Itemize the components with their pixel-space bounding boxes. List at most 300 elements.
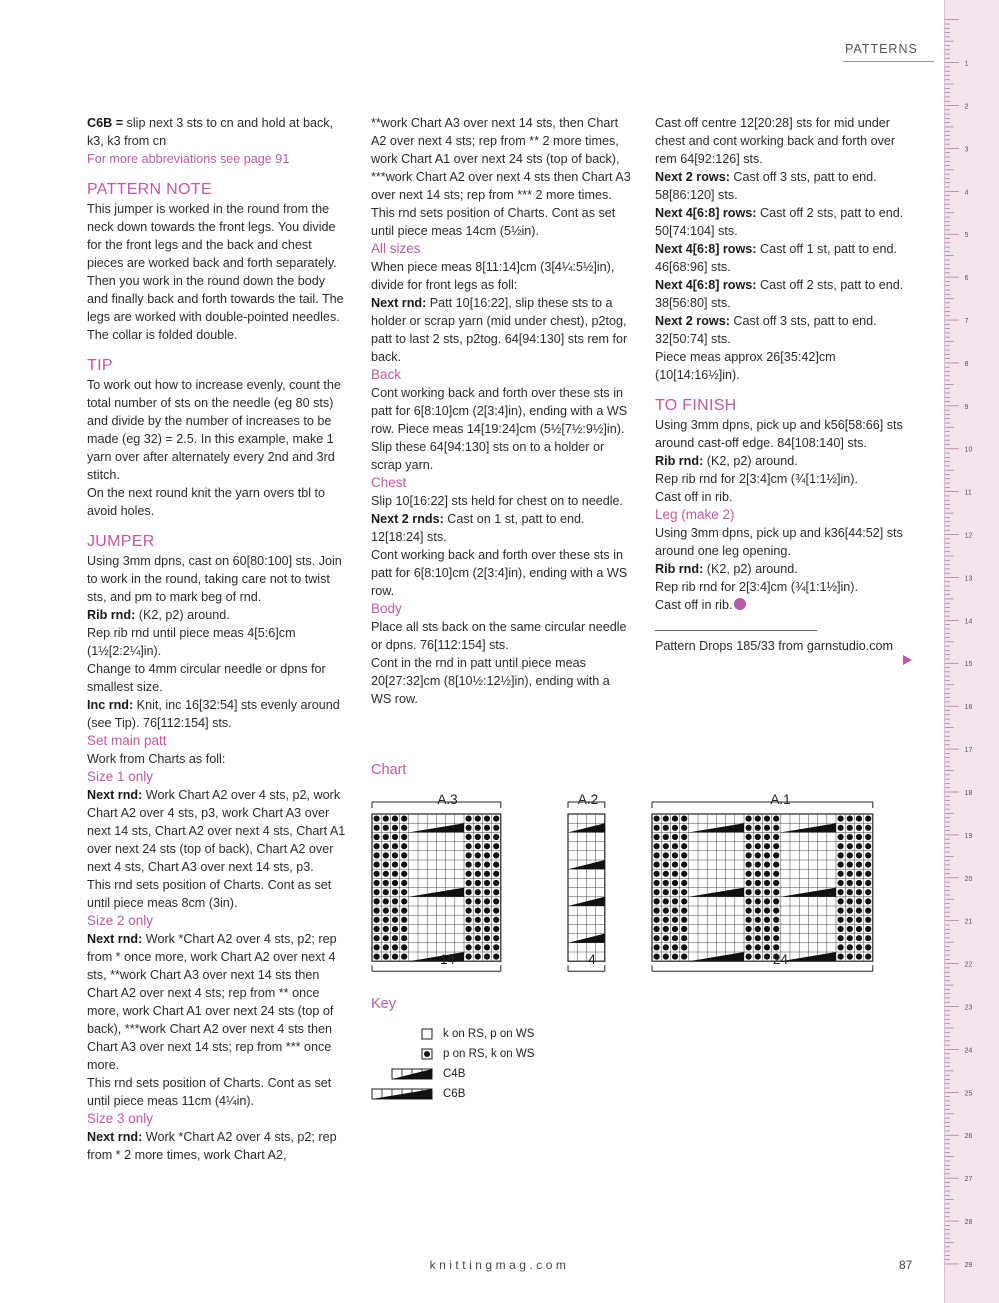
body-cont: Cont in the rnd in patt until piece meas 20[27:32]cm (8[10½:12½]in), ending with a WS row. bbox=[371, 656, 610, 706]
back-text: Cont working back and forth over these sts in patt for 6[8:10]cm (2[3:4]in), ending with a WS row. Piece meas 14[19:24]cm (5½[7½:9½]in). Slip these 64[94:130] sts on to a holder or scrap yarn. bbox=[371, 386, 628, 472]
page-header-label: PATTERNS bbox=[845, 42, 918, 56]
chart-a1-purl-dot bbox=[764, 871, 770, 877]
chart-a1-purl-dot bbox=[672, 917, 678, 923]
more-abbrev-link[interactable]: For more abbreviations see page 91 bbox=[87, 152, 290, 166]
key-item-knit: k on RS, p on WS bbox=[443, 1028, 535, 1040]
chart-a3-purl-dot bbox=[484, 862, 490, 868]
chart-a1-purl-dot bbox=[672, 926, 678, 932]
chart-a3-purl-dot bbox=[484, 834, 490, 840]
chart-a1-purl-dot bbox=[847, 917, 853, 923]
chart-a3-purl-dot bbox=[383, 889, 389, 895]
chart-a3-purl-dot bbox=[484, 926, 490, 932]
chart-a3-purl-dot bbox=[401, 852, 407, 858]
chart-a1-purl-dot bbox=[663, 843, 669, 849]
chart-a3-purl-dot bbox=[392, 954, 398, 960]
chart-a3-purl-dot bbox=[493, 935, 499, 941]
chart-a3-purl-dot bbox=[401, 871, 407, 877]
ruler-label: 7 bbox=[964, 317, 969, 325]
key-c4b-symbol bbox=[392, 1069, 432, 1079]
chart-a1-purl-dot bbox=[746, 889, 752, 895]
chart-a1-purl-dot bbox=[755, 834, 761, 840]
chart-a3-purl-dot bbox=[466, 926, 472, 932]
ruler-label: 20 bbox=[964, 875, 973, 883]
chart-a1-purl-dot bbox=[865, 935, 871, 941]
chart-a1-purl-dot bbox=[856, 908, 862, 914]
leg-heading: Leg (make 2) bbox=[655, 507, 735, 522]
chart-a3-purl-dot bbox=[383, 935, 389, 941]
chart-a3-purl-dot bbox=[374, 917, 380, 923]
size-3-text: Next rnd: Work *Chart A2 over 4 sts, p2; rep from * 2 more times, work Chart A2, bbox=[87, 1130, 337, 1162]
chart-a3-purl-dot bbox=[374, 926, 380, 932]
chart-a3-purl-dot bbox=[466, 917, 472, 923]
chart-a1-purl-dot bbox=[654, 908, 660, 914]
chart-a1-purl-dot bbox=[755, 917, 761, 923]
chart-a3-purl-dot bbox=[392, 834, 398, 840]
shaping-row-3: Next 4[6:8] rows: Cast off 1 st, patt to end. 46[68:96] sts. bbox=[655, 242, 897, 274]
column-2 bbox=[371, 114, 633, 708]
chart-a1-purl-dot bbox=[838, 871, 844, 877]
chart-a1-purl-dot bbox=[773, 834, 779, 840]
chart-a1-purl-dot bbox=[654, 889, 660, 895]
chart-a3-purl-dot bbox=[392, 816, 398, 822]
chart-a2-width: 4 bbox=[588, 952, 596, 967]
shaping-row-2: Next 4[6:8] rows: Cast off 2 sts, patt to end. 50[74:104] sts. bbox=[655, 206, 904, 238]
chart-a1-purl-dot bbox=[847, 889, 853, 895]
size-3-heading: Size 3 only bbox=[87, 1111, 154, 1126]
chart-a3-purl-dot bbox=[466, 871, 472, 877]
size-1-sets: This rnd sets position of Charts. Cont as set until piece meas 8cm (3in). bbox=[87, 878, 332, 910]
ruler-label: 2 bbox=[964, 103, 969, 111]
chart-a3-purl-dot bbox=[383, 898, 389, 904]
chart-a1-purl-dot bbox=[847, 834, 853, 840]
chart-a1-purl-dot bbox=[663, 908, 669, 914]
chart-a1-purl-dot bbox=[672, 816, 678, 822]
chart-a1-purl-dot bbox=[865, 954, 871, 960]
size-2-heading: Size 2 only bbox=[87, 913, 154, 928]
chart-a1-purl-dot bbox=[847, 926, 853, 932]
chart-a1-purl-dot bbox=[681, 944, 687, 950]
chart-a1-purl-dot bbox=[672, 862, 678, 868]
piece-meas: Piece meas approx 26[35:42]cm (10[14:16½]in). bbox=[655, 350, 836, 382]
chart-a3-purl-dot bbox=[392, 917, 398, 923]
ruler-label: 24 bbox=[964, 1047, 973, 1055]
chart-a1-purl-dot bbox=[755, 816, 761, 822]
chart-a1-purl-dot bbox=[838, 852, 844, 858]
chart-a1-purl-dot bbox=[856, 843, 862, 849]
chart-a1-purl-dot bbox=[838, 908, 844, 914]
chart-a3-purl-dot bbox=[392, 898, 398, 904]
tip-heading: TIP bbox=[87, 357, 113, 374]
chart-a3-purl-dot bbox=[374, 944, 380, 950]
chart-a1-purl-dot bbox=[681, 889, 687, 895]
ruler-label: 5 bbox=[964, 232, 969, 240]
ruler-label: 16 bbox=[964, 704, 973, 712]
chart-a3-purl-dot bbox=[493, 871, 499, 877]
chart-a1-purl-dot bbox=[681, 825, 687, 831]
chart-a3-purl-dot bbox=[401, 954, 407, 960]
chart-a3-purl-dot bbox=[466, 944, 472, 950]
chart-a1-purl-dot bbox=[838, 862, 844, 868]
chart-a1-purl-dot bbox=[856, 898, 862, 904]
ruler-label: 28 bbox=[964, 1218, 973, 1226]
chart-a1-purl-dot bbox=[746, 871, 752, 877]
chart-a3-purl-dot bbox=[475, 935, 481, 941]
chart-a1-purl-dot bbox=[773, 843, 779, 849]
chart-a1-purl-dot bbox=[672, 954, 678, 960]
chart-a1-purl-dot bbox=[755, 908, 761, 914]
chart-a1-purl-dot bbox=[838, 843, 844, 849]
chart-a1-purl-dot bbox=[847, 816, 853, 822]
chart-a1-purl-dot bbox=[672, 908, 678, 914]
chart-a1-purl-dot bbox=[654, 825, 660, 831]
ruler-label: 27 bbox=[964, 1176, 973, 1184]
pattern-credit: Pattern Drops 185/33 from garnstudio.com bbox=[655, 639, 894, 653]
work-from-charts: Work from Charts as foll: bbox=[87, 752, 226, 766]
ruler-label: 11 bbox=[964, 489, 972, 497]
chart-a1-purl-dot bbox=[865, 880, 871, 886]
ruler-label: 26 bbox=[964, 1133, 973, 1141]
chart-a1-purl-dot bbox=[755, 825, 761, 831]
finish-rib: Rib rnd: (K2, p2) around. bbox=[655, 454, 798, 468]
ruler-label: 21 bbox=[964, 918, 973, 926]
ruler-label: 23 bbox=[964, 1004, 973, 1012]
chart-a3 bbox=[372, 802, 501, 971]
chart-a1-purl-dot bbox=[773, 871, 779, 877]
chart-a3-purl-dot bbox=[484, 935, 490, 941]
chart-a1-purl-dot bbox=[764, 944, 770, 950]
chart-a3-purl-dot bbox=[401, 880, 407, 886]
chart-a1-purl-dot bbox=[856, 825, 862, 831]
chart-a1-purl-dot bbox=[764, 880, 770, 886]
chart-a1-purl-dot bbox=[764, 926, 770, 932]
chart-a1-purl-dot bbox=[856, 816, 862, 822]
chart-a1-purl-dot bbox=[681, 917, 687, 923]
chart-a1-purl-dot bbox=[865, 825, 871, 831]
chart-a1-purl-dot bbox=[663, 954, 669, 960]
ruler-label: 18 bbox=[964, 789, 973, 797]
chart-a3-purl-dot bbox=[475, 816, 481, 822]
chart-a1-purl-dot bbox=[663, 862, 669, 868]
chart-a1-purl-dot bbox=[746, 954, 752, 960]
chart-a3-purl-dot bbox=[401, 862, 407, 868]
ruler-label: 12 bbox=[964, 532, 973, 540]
chart-a3-purl-dot bbox=[374, 834, 380, 840]
chart-a3-purl-dot bbox=[475, 917, 481, 923]
chart-a1-purl-dot bbox=[663, 926, 669, 932]
chart-a1-purl-dot bbox=[764, 908, 770, 914]
chart-a3-purl-dot bbox=[383, 954, 389, 960]
chart-a1-purl-dot bbox=[764, 825, 770, 831]
chart-a1 bbox=[652, 802, 873, 971]
chart-a3-purl-dot bbox=[401, 908, 407, 914]
chest-text: Slip 10[16:22] sts held for chest on to needle. bbox=[371, 494, 624, 508]
chart-a3-purl-dot bbox=[401, 816, 407, 822]
chart-a3-purl-dot bbox=[466, 889, 472, 895]
column-1 bbox=[87, 114, 349, 1164]
chart-a1-purl-dot bbox=[856, 917, 862, 923]
chart-a3-purl-dot bbox=[493, 843, 499, 849]
chart-a3-purl-dot bbox=[475, 843, 481, 849]
chart-a3-purl-dot bbox=[383, 816, 389, 822]
chart-a1-purl-dot bbox=[654, 816, 660, 822]
chest-heading: Chest bbox=[371, 475, 407, 490]
chart-a3-purl-dot bbox=[484, 880, 490, 886]
ruler-label: 4 bbox=[964, 189, 969, 197]
chart-a3-purl-dot bbox=[401, 843, 407, 849]
chart-a3-purl-dot bbox=[383, 880, 389, 886]
ruler-label: 29 bbox=[964, 1261, 973, 1269]
chart-a3-purl-dot bbox=[466, 880, 472, 886]
chart-a1-purl-dot bbox=[681, 834, 687, 840]
chart-a1-purl-dot bbox=[838, 825, 844, 831]
chart-a3-purl-dot bbox=[401, 917, 407, 923]
chart-a3-purl-dot bbox=[374, 954, 380, 960]
chart-a1-purl-dot bbox=[746, 834, 752, 840]
chart-a3-purl-dot bbox=[493, 944, 499, 950]
set-main-patt-heading: Set main patt bbox=[87, 733, 167, 748]
chart-a1-purl-dot bbox=[654, 898, 660, 904]
chart-a3-purl-dot bbox=[392, 935, 398, 941]
chart-a2-label: A.2 bbox=[577, 792, 599, 807]
chart-a3-purl-dot bbox=[374, 908, 380, 914]
chart-a3-purl-dot bbox=[383, 862, 389, 868]
key-knit-symbol bbox=[422, 1029, 432, 1039]
tip-text-2: On the next round knit the yarn overs tbl to avoid holes. bbox=[87, 486, 326, 518]
chart-a1-purl-dot bbox=[654, 871, 660, 877]
chart-a1-purl-dot bbox=[672, 834, 678, 840]
chart-a1-purl-dot bbox=[681, 954, 687, 960]
chart-a1-purl-dot bbox=[746, 825, 752, 831]
key-heading: Key bbox=[371, 996, 396, 1012]
chart-a3-purl-dot bbox=[383, 871, 389, 877]
chart-a1-purl-dot bbox=[654, 880, 660, 886]
page-number: 87 bbox=[899, 1258, 913, 1272]
change-needle: Change to 4mm circular needle or dpns for smallest size. bbox=[87, 662, 326, 694]
chart-a2 bbox=[568, 802, 605, 971]
chart-a3-purl-dot bbox=[475, 852, 481, 858]
chart-a1-purl-dot bbox=[838, 898, 844, 904]
chart-a3-purl-dot bbox=[493, 898, 499, 904]
shaping-row-1: Next 2 rows: Cast off 3 sts, patt to end. 58[86:120] sts. bbox=[655, 170, 877, 202]
chart-a3-purl-dot bbox=[374, 825, 380, 831]
divide-text: When piece meas 8[11:14]cm (3[4¼:5½]in), divide for front legs as foll: bbox=[371, 260, 615, 292]
pattern-note-heading: PATTERN NOTE bbox=[87, 181, 212, 198]
chart-a3-purl-dot bbox=[484, 954, 490, 960]
chart-a3-purl-dot bbox=[392, 852, 398, 858]
chart-a3-purl-dot bbox=[493, 825, 499, 831]
chart-a1-purl-dot bbox=[746, 843, 752, 849]
key-purl-dot bbox=[424, 1051, 430, 1057]
chart-a1-purl-dot bbox=[755, 862, 761, 868]
size-3-cont: **work Chart A3 over next 14 sts, then Chart A2 over next 4 sts; rep from ** 2 more times, work Chart A1 over next 24 sts (top of back), ***work Chart A2 over next 4 sts then Chart A3 over next 14 sts; rep from *** 2 more times. bbox=[371, 116, 631, 202]
key-item-purl: p on RS, k on WS bbox=[443, 1048, 535, 1060]
chart-a1-purl-dot bbox=[663, 935, 669, 941]
chart-a1-purl-dot bbox=[681, 862, 687, 868]
ruler-label: 19 bbox=[964, 832, 973, 840]
ruler-label: 17 bbox=[964, 747, 973, 755]
chart-a3-purl-dot bbox=[475, 954, 481, 960]
chart-a3-purl-dot bbox=[475, 889, 481, 895]
chart-a1-purl-dot bbox=[681, 926, 687, 932]
chart-a3-purl-dot bbox=[484, 843, 490, 849]
chart-a1-purl-dot bbox=[773, 926, 779, 932]
chart-a1-purl-dot bbox=[856, 880, 862, 886]
column-3 bbox=[655, 114, 917, 655]
body-text: Place all sts back on the same circular needle or dpns. 76[112:154] sts. bbox=[371, 620, 627, 652]
chart-a1-purl-dot bbox=[838, 917, 844, 923]
chart-a3-purl-dot bbox=[475, 926, 481, 932]
chart-a3-purl-dot bbox=[493, 852, 499, 858]
shaping-row-5: Next 2 rows: Cast off 3 sts, patt to end. 32[50:74] sts. bbox=[655, 314, 877, 346]
chart-a1-purl-dot bbox=[681, 843, 687, 849]
chart-a3-purl-dot bbox=[383, 843, 389, 849]
continue-arrow-icon bbox=[903, 655, 912, 665]
chart-a1-purl-dot bbox=[681, 871, 687, 877]
chart-a1-purl-dot bbox=[764, 889, 770, 895]
chart-a1-purl-dot bbox=[838, 935, 844, 941]
all-sizes-heading: All sizes bbox=[371, 241, 421, 256]
ruler-label: 10 bbox=[964, 446, 973, 454]
chart-a3-purl-dot bbox=[466, 898, 472, 904]
chart-a3-purl-dot bbox=[484, 852, 490, 858]
chart-a1-purl-dot bbox=[865, 852, 871, 858]
ruler-label: 1 bbox=[964, 60, 969, 68]
chart-a3-purl-dot bbox=[383, 908, 389, 914]
chart-a1-purl-dot bbox=[847, 908, 853, 914]
ruler-label: 13 bbox=[964, 575, 973, 583]
leg-text: Using 3mm dpns, pick up and k36[44:52] sts around one leg opening. bbox=[655, 526, 903, 558]
chart-a1-purl-dot bbox=[865, 898, 871, 904]
chart-a1-purl-dot bbox=[755, 889, 761, 895]
chart-a1-purl-dot bbox=[847, 825, 853, 831]
finish-text: Using 3mm dpns, pick up and k56[58:66] sts around cast-off edge. 84[108:140] sts. bbox=[655, 418, 903, 450]
leg-cast-off: Cast off in rib. bbox=[655, 596, 917, 614]
chart-a3-purl-dot bbox=[466, 825, 472, 831]
chart-a3-purl-dot bbox=[493, 880, 499, 886]
chart-a1-purl-dot bbox=[746, 862, 752, 868]
chart-a3-purl-dot bbox=[401, 825, 407, 831]
chart-a3-purl-dot bbox=[484, 889, 490, 895]
rib-rnd: Rib rnd: (K2, p2) around. bbox=[87, 608, 230, 622]
chart-a3-purl-dot bbox=[392, 926, 398, 932]
chart-a1-purl-dot bbox=[847, 898, 853, 904]
leg-rib: Rib rnd: (K2, p2) around. bbox=[655, 562, 798, 576]
chest-cont: Cont working back and forth over these sts in patt for 6[8:10]cm (2[3:4]in), ending with a WS row. bbox=[371, 548, 628, 598]
chart-a1-purl-dot bbox=[856, 944, 862, 950]
chart-a3-purl-dot bbox=[475, 898, 481, 904]
chart-a1-purl-dot bbox=[672, 898, 678, 904]
chart-a3-purl-dot bbox=[392, 944, 398, 950]
chart-a1-purl-dot bbox=[773, 889, 779, 895]
chart-a1-purl-dot bbox=[663, 816, 669, 822]
chart-a1-purl-dot bbox=[865, 908, 871, 914]
chart-a3-purl-dot bbox=[374, 889, 380, 895]
chart-a3-purl-dot bbox=[466, 862, 472, 868]
chart-a1-purl-dot bbox=[746, 816, 752, 822]
chart-a3-purl-dot bbox=[374, 880, 380, 886]
chart-a3-purl-dot bbox=[466, 935, 472, 941]
chart-a3-purl-dot bbox=[401, 944, 407, 950]
chart-a1-purl-dot bbox=[856, 834, 862, 840]
chart-a1-purl-dot bbox=[865, 944, 871, 950]
chart-a3-purl-dot bbox=[374, 935, 380, 941]
chart-a3-purl-dot bbox=[466, 852, 472, 858]
chart-a3-purl-dot bbox=[475, 944, 481, 950]
chart-a1-purl-dot bbox=[681, 935, 687, 941]
chart-a1-purl-dot bbox=[847, 852, 853, 858]
chart-a1-purl-dot bbox=[764, 816, 770, 822]
chart-a1-purl-dot bbox=[865, 843, 871, 849]
chart-a3-purl-dot bbox=[493, 834, 499, 840]
chart-a3-purl-dot bbox=[484, 816, 490, 822]
chart-a1-purl-dot bbox=[838, 926, 844, 932]
chart-a3-purl-dot bbox=[392, 871, 398, 877]
chart-a1-purl-dot bbox=[838, 834, 844, 840]
chart-a1-purl-dot bbox=[746, 944, 752, 950]
chart-a1-purl-dot bbox=[755, 944, 761, 950]
chart-a1-purl-dot bbox=[663, 917, 669, 923]
size-2-sets: This rnd sets position of Charts. Cont as set until piece meas 11cm (4¼in). bbox=[87, 1076, 332, 1108]
chart-a1-purl-dot bbox=[764, 898, 770, 904]
cast-off-centre: Cast off centre 12[20:28] sts for mid under chest and cont working back and forth over rem 64[92:126] sts. bbox=[655, 116, 896, 166]
chart-a1-purl-dot bbox=[654, 954, 660, 960]
chart-a3-purl-dot bbox=[475, 862, 481, 868]
chart-a1-purl-dot bbox=[672, 843, 678, 849]
chart-a3-purl-dot bbox=[383, 926, 389, 932]
chart-a3-purl-dot bbox=[484, 944, 490, 950]
chart-a3-purl-dot bbox=[374, 898, 380, 904]
finish-cast-off: Cast off in rib. bbox=[655, 490, 733, 504]
chart-a1-purl-dot bbox=[746, 917, 752, 923]
chart-a1-purl-dot bbox=[847, 954, 853, 960]
chart-a1-purl-dot bbox=[847, 871, 853, 877]
chart-a1-purl-dot bbox=[681, 908, 687, 914]
jumper-heading: JUMPER bbox=[87, 533, 155, 550]
knitting-charts bbox=[360, 790, 930, 975]
chart-a1-purl-dot bbox=[773, 898, 779, 904]
ruler-label: 6 bbox=[964, 275, 969, 283]
footer-url[interactable]: knittingmag.com bbox=[429, 1258, 570, 1272]
chart-a1-purl-dot bbox=[672, 944, 678, 950]
chart-a1-purl-dot bbox=[654, 926, 660, 932]
chart-a3-purl-dot bbox=[475, 880, 481, 886]
chart-a1-purl-dot bbox=[773, 908, 779, 914]
chart-a1-purl-dot bbox=[672, 852, 678, 858]
chart-a1-purl-dot bbox=[681, 898, 687, 904]
chart-a1-purl-dot bbox=[847, 944, 853, 950]
chart-a1-purl-dot bbox=[672, 889, 678, 895]
chart-a1-purl-dot bbox=[856, 862, 862, 868]
body-heading: Body bbox=[371, 601, 402, 616]
key-c6b-symbol bbox=[372, 1089, 432, 1099]
chart-a1-purl-dot bbox=[865, 834, 871, 840]
chart-a1-purl-dot bbox=[654, 917, 660, 923]
chart-a3-purl-dot bbox=[392, 908, 398, 914]
chart-a1-purl-dot bbox=[865, 871, 871, 877]
chart-a1-purl-dot bbox=[773, 825, 779, 831]
chart-a1-width: 24 bbox=[772, 952, 789, 967]
chart-a1-purl-dot bbox=[773, 862, 779, 868]
chart-a1-purl-dot bbox=[672, 935, 678, 941]
chart-a1-purl-dot bbox=[746, 880, 752, 886]
chart-a1-purl-dot bbox=[847, 935, 853, 941]
chart-a1-purl-dot bbox=[681, 852, 687, 858]
chart-a1-purl-dot bbox=[755, 935, 761, 941]
chart-a1-purl-dot bbox=[865, 862, 871, 868]
chart-a1-purl-dot bbox=[764, 834, 770, 840]
chart-heading: Chart bbox=[371, 762, 407, 778]
chart-a1-purl-dot bbox=[773, 816, 779, 822]
